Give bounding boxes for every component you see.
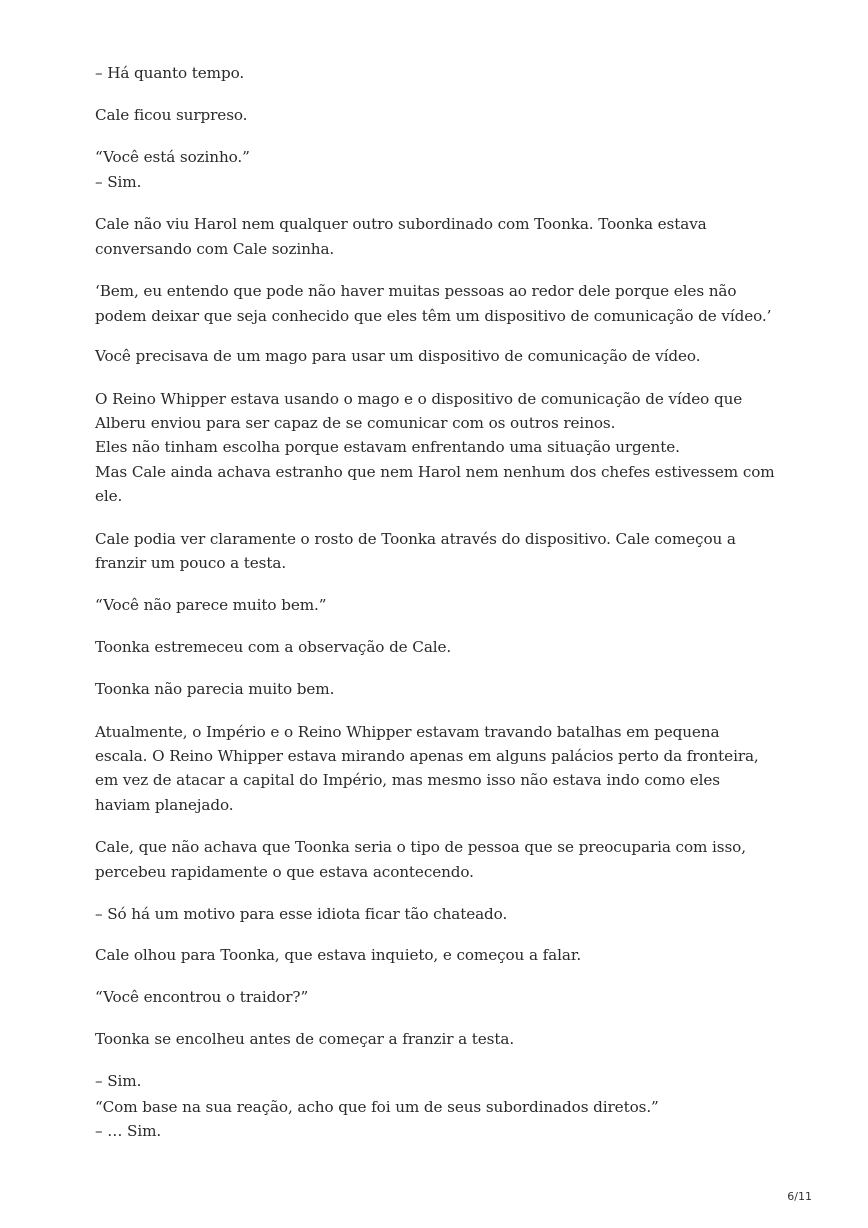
text-line: Mas Cale ainda achava estranho que nem Harol nem nenhum dos chefes estivessem com [95, 463, 775, 481]
text-line: – Sim. [95, 1072, 142, 1090]
text-line: “Com base na sua reação, acho que foi um de seus subordinados diretos.” [95, 1098, 659, 1116]
text-line: Toonka não parecia muito bem. [95, 680, 335, 698]
text-line: – Há quanto tempo. [95, 64, 245, 82]
text-line: Eles não tinham escolha porque estavam enfrentando uma situação urgente. [95, 438, 680, 456]
text-line: Cale podia ver claramente o rosto de Toonka através do dispositivo. Cale começou a [95, 530, 736, 548]
text-line: – Sim. [95, 173, 142, 191]
text-line: percebeu rapidamente o que estava acontecendo. [95, 863, 474, 881]
text-line: Cale ficou surpreso. [95, 106, 248, 124]
text-line: – … Sim. [95, 1122, 162, 1140]
text-line: Cale olhou para Toonka, que estava inquieto, e começou a falar. [95, 946, 582, 964]
text-line: Cale, que não achava que Toonka seria o tipo de pessoa que se preocuparia com isso, [95, 838, 746, 856]
text-line: Cale não viu Harol nem qualquer outro subordinado com Toonka. Toonka estava [95, 215, 707, 233]
text-line: em vez de atacar a capital do Império, mas mesmo isso não estava indo como eles [95, 771, 720, 789]
text-line: Toonka se encolheu antes de começar a franzir a testa. [95, 1030, 515, 1048]
text-line: O Reino Whipper estava usando o mago e o dispositivo de comunicação de vídeo que [95, 390, 743, 408]
text-line: – Só há um motivo para esse idiota ficar tão chateado. [95, 905, 508, 923]
text-line: franzir um pouco a testa. [95, 554, 287, 572]
text-line: conversando com Cale sozinha. [95, 240, 335, 258]
text-line: “Você encontrou o traidor?” [95, 988, 309, 1006]
text-line: Você precisava de um mago para usar um dispositivo de comunicação de vídeo. [95, 347, 701, 365]
text-line: ‘Bem, eu entendo que pode não haver muitas pessoas ao redor dele porque eles não [95, 282, 737, 300]
text-line: Alberu enviou para ser capaz de se comunicar com os outros reinos. [95, 414, 616, 432]
text-line: podem deixar que seja conhecido que eles têm um dispositivo de comunicação de vídeo.’ [95, 307, 772, 325]
text-line: Toonka estremeceu com a observação de Cale. [95, 638, 452, 656]
text-line: “Você está sozinho.” [95, 148, 250, 166]
text-line: “Você não parece muito bem.” [95, 596, 327, 614]
page-number: 6/11 [787, 1190, 812, 1203]
text-line: haviam planejado. [95, 796, 234, 814]
text-line: ele. [95, 487, 123, 505]
text-line: escala. O Reino Whipper estava mirando apenas em alguns palácios perto da fronteira, [95, 747, 759, 765]
text-line: Atualmente, o Império e o Reino Whipper estavam travando batalhas em pequena [95, 723, 720, 741]
